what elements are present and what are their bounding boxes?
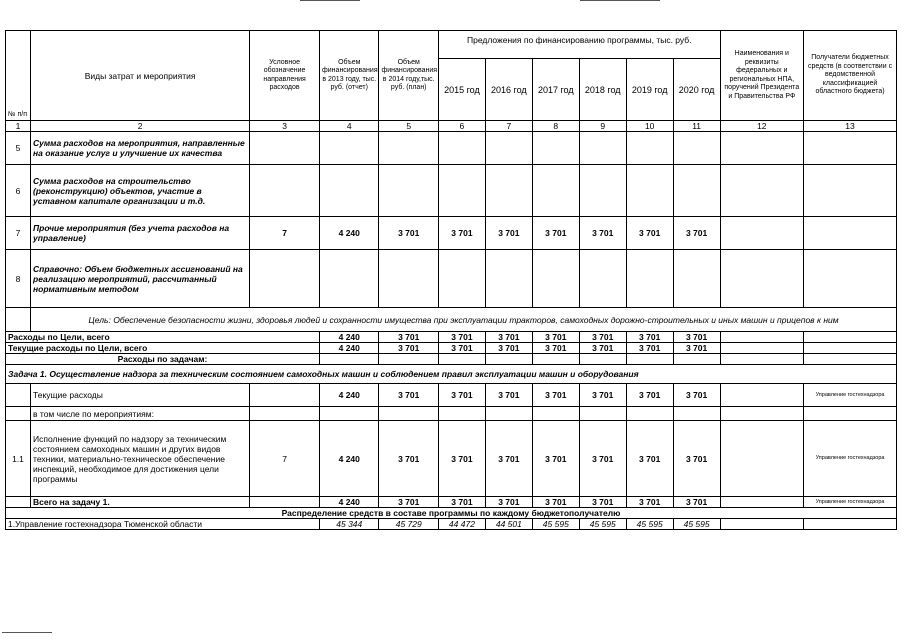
column-number: 1 <box>6 121 31 132</box>
cell-value: 3 701 <box>532 384 579 407</box>
cell-value: 3 701 <box>379 217 438 250</box>
table-row <box>6 132 897 165</box>
row-label: в том числе по мероприятиям: <box>31 407 250 421</box>
cell-value: 3 701 <box>438 384 485 407</box>
column-number: 6 <box>438 121 485 132</box>
column-number: 8 <box>532 121 579 132</box>
cell-value: 4 240 <box>320 343 379 354</box>
scan-line-bottom <box>2 632 52 633</box>
recipient: Управление гостехнадзора <box>804 421 897 497</box>
cell-value: 3 701 <box>485 217 532 250</box>
cell-value: 3 701 <box>485 497 532 508</box>
cell-value: 4 240 <box>320 332 379 343</box>
cell-code: 7 <box>250 217 320 250</box>
cell-value: 3 701 <box>673 217 720 250</box>
cell-value: 3 701 <box>579 384 626 407</box>
row-label: Текущие расходы <box>31 384 250 407</box>
column-number: 10 <box>626 121 673 132</box>
row-label: Сумма расходов на мероприятия, направленные на оказание услуг и улучшение их качества <box>31 132 250 165</box>
col-header-proposals: Предложения по финансированию программы, тыс. руб. <box>438 31 720 59</box>
goal-text: Цель: Обеспечение безопасности жизни, здоровья людей и сохранности имущества при эксплуатации тракторов, самоходных дорожно-строительных и иных машин и прицепов к ним <box>31 308 897 332</box>
cell-value: 3 701 <box>673 421 720 497</box>
column-number: 7 <box>485 121 532 132</box>
row-label: Расходы по Цели, всего <box>6 332 320 343</box>
cell-value: 3 701 <box>379 384 438 407</box>
year-header: 2018 год <box>579 59 626 121</box>
cell-value: 3 701 <box>485 343 532 354</box>
cell-value: 3 701 <box>438 343 485 354</box>
cell-code: 7 <box>250 421 320 497</box>
col-header-2013: Объем финансирования в 2013 году, тыс. руб. (отчет) <box>320 31 379 121</box>
cell-value: 3 701 <box>485 384 532 407</box>
row-number: 6 <box>6 165 31 217</box>
distribution-row <box>6 508 897 519</box>
column-number: 9 <box>579 121 626 132</box>
cell-value: 4 240 <box>320 421 379 497</box>
scan-line-top <box>300 0 360 1</box>
cell-value: 3 701 <box>485 421 532 497</box>
cell-value: 3 701 <box>532 217 579 250</box>
recipient: Управление гостехнадзора <box>804 497 897 508</box>
row-label: Справочно: Объем бюджетных ассигнований на реализацию мероприятий, рассчитанный нормативным методом <box>31 250 250 308</box>
row-number: 1.1 <box>6 421 31 497</box>
table-row <box>6 217 897 250</box>
cell-value: 3 701 <box>379 343 438 354</box>
cell-value: 45 595 <box>673 519 720 530</box>
row-number: 7 <box>6 217 31 250</box>
cell-value: 45 595 <box>579 519 626 530</box>
table-row <box>6 343 897 354</box>
cell-value: 3 701 <box>579 343 626 354</box>
col-header-2014: Объем финансирования в 2014 году,тыс. руб. (план) <box>379 31 438 121</box>
table-row <box>6 519 897 530</box>
row-label: Прочие мероприятия (без учета расходов на управление) <box>31 217 250 250</box>
cell-value: 4 240 <box>320 217 379 250</box>
cell-value: 3 701 <box>379 497 438 508</box>
table-row <box>6 165 897 217</box>
table-row <box>6 332 897 343</box>
column-number: 4 <box>320 121 379 132</box>
column-number: 13 <box>804 121 897 132</box>
cell-value: 44 501 <box>485 519 532 530</box>
row-label: Текущие расходы по Цели, всего <box>6 343 320 354</box>
cell-value: 45 344 <box>320 519 379 530</box>
cell-value: 3 701 <box>579 332 626 343</box>
row-label: Исполнение функций по надзору за техническим состоянием самоходных машин и других видов техники, материально-техническое обеспечение инспекций, необходимое для достижения цели программы <box>31 421 250 497</box>
cell-value: 3 701 <box>626 332 673 343</box>
col-header-npa: Наименования и реквизиты федеральных и региональных НПА, поручений Президента и Правительства РФ <box>720 31 803 121</box>
table-row <box>6 497 897 508</box>
cell-value: 3 701 <box>626 343 673 354</box>
budget-table-page <box>5 30 897 530</box>
cell-value: 3 701 <box>673 343 720 354</box>
task-heading: Задача 1. Осуществление надзора за техническим состоянием самоходных машин и соблюдением правил эксплуатации машин и оборудования <box>6 365 897 384</box>
cell-value: 3 701 <box>579 497 626 508</box>
cell-value: 3 701 <box>673 497 720 508</box>
cell-value: 3 701 <box>532 332 579 343</box>
year-header: 2016 год <box>485 59 532 121</box>
year-header: 2017 год <box>532 59 579 121</box>
table-row <box>6 407 897 421</box>
cell-value: 3 701 <box>626 384 673 407</box>
col-header-recipients: Получатели бюджетных средств (в соответствии с ведомственной классификацией областного бюджета) <box>804 31 897 121</box>
cell-value: 45 595 <box>532 519 579 530</box>
row-label: Сумма расходов на строительство (реконструкцию) объектов, участие в уставном капитале организации и т.д. <box>31 165 250 217</box>
row-label: Всего на задачу 1. <box>31 497 250 508</box>
row-number: 8 <box>6 250 31 308</box>
recipient: Управление гостехнадзора <box>804 384 897 407</box>
table-row <box>6 250 897 308</box>
column-number: 12 <box>720 121 803 132</box>
cell-value: 3 701 <box>532 343 579 354</box>
cell-value: 3 701 <box>579 421 626 497</box>
table-row <box>6 421 897 497</box>
cell-value: 3 701 <box>438 217 485 250</box>
column-number: 2 <box>31 121 250 132</box>
cell-value: 3 701 <box>673 332 720 343</box>
cell-value: 3 701 <box>532 421 579 497</box>
cell-value: 3 701 <box>438 497 485 508</box>
col-header-code: Условное обозначение направления расходов <box>250 31 320 121</box>
column-number: 5 <box>379 121 438 132</box>
col-header-num: № п/п <box>6 31 31 121</box>
cell-value: 3 701 <box>438 332 485 343</box>
table-row <box>6 354 897 365</box>
cell-value: 44 472 <box>438 519 485 530</box>
cell-value: 3 701 <box>626 497 673 508</box>
cell-value: 45 729 <box>379 519 438 530</box>
table-row <box>6 384 897 407</box>
goal-row <box>6 308 897 332</box>
budget-table <box>5 30 897 530</box>
cell-value: 3 701 <box>626 421 673 497</box>
cell-value: 3 701 <box>579 217 626 250</box>
cell-value: 45 595 <box>626 519 673 530</box>
cell-value: 3 701 <box>485 332 532 343</box>
cell-value: 3 701 <box>626 217 673 250</box>
cell-value: 4 240 <box>320 497 379 508</box>
row-label: 1.Управление гостехнадзора Тюменской области <box>6 519 320 530</box>
cell-value: 3 701 <box>532 497 579 508</box>
cell-value: 3 701 <box>379 421 438 497</box>
row-label: Расходы по задачам: <box>6 354 320 365</box>
col-header-types: Виды затрат и мероприятия <box>31 31 250 121</box>
cell-value: 3 701 <box>438 421 485 497</box>
column-number-row <box>6 121 897 132</box>
column-number: 11 <box>673 121 720 132</box>
cell-value: 3 701 <box>379 332 438 343</box>
column-number: 3 <box>250 121 320 132</box>
cell-value: 4 240 <box>320 384 379 407</box>
year-header: 2015 год <box>438 59 485 121</box>
scan-line-top <box>580 0 660 1</box>
year-header: 2019 год <box>626 59 673 121</box>
year-header: 2020 год <box>673 59 720 121</box>
task-row <box>6 365 897 384</box>
cell-value: 3 701 <box>673 384 720 407</box>
distribution-heading: Распределение средств в составе программы по каждому бюджетополучателю <box>6 508 897 519</box>
row-number: 5 <box>6 132 31 165</box>
